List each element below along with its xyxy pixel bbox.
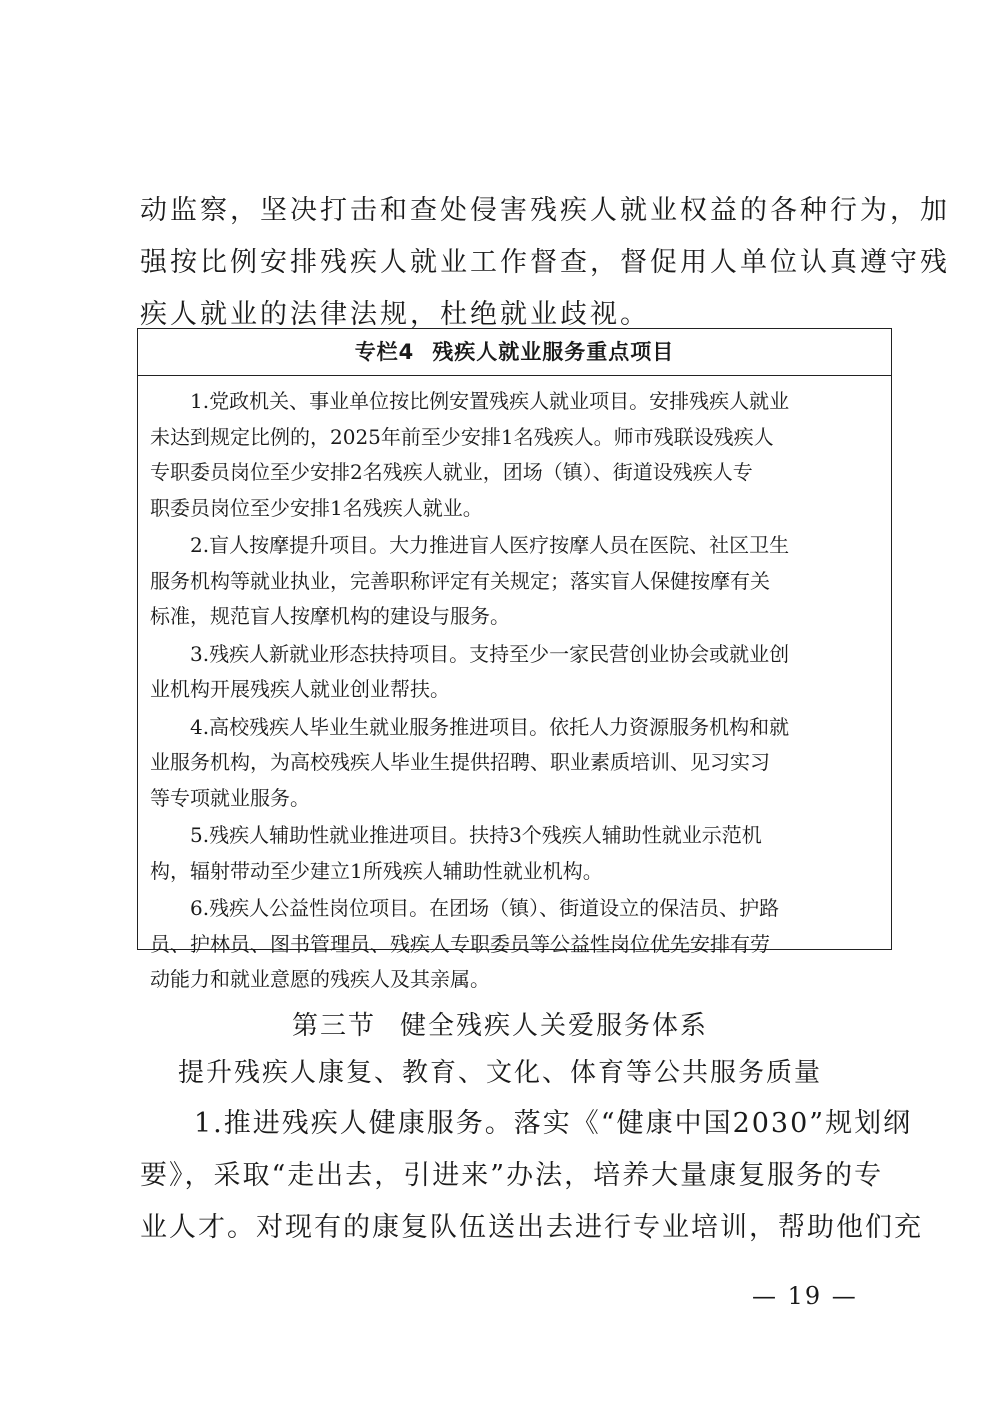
page-number: — 19 — bbox=[752, 1282, 858, 1310]
item-line: 服务机构等就业执业，完善职称评定有关规定；落实盲人保健按摩有关 bbox=[150, 568, 770, 593]
paragraph-line: 1.推进残疾人健康服务。落实《“健康中国2030”规划纲 bbox=[194, 1108, 913, 1139]
paragraph-line: 动监察，坚决打击和查处侵害残疾人就业权益的各种行为，加 bbox=[140, 195, 950, 226]
item-line: 业机构开展残疾人就业创业帮扶。 bbox=[150, 677, 450, 701]
paragraph-line: 要》，采取“走出去，引进来”办法，培养大量康复服务的专 bbox=[140, 1160, 884, 1191]
top-paragraph bbox=[140, 185, 950, 341]
project-item bbox=[150, 384, 879, 526]
paragraph-line: 业人才。对现有的康复队伍送出去进行专业培训，帮助他们充 bbox=[140, 1212, 923, 1243]
section-title: 健全残疾人关爱服务体系 bbox=[400, 1011, 709, 1041]
project-item bbox=[150, 528, 879, 635]
item-line: 业服务机构，为高校残疾人毕业生提供招聘、职业素质培训、见习实习 bbox=[150, 750, 770, 774]
column-number: 专栏4 bbox=[354, 340, 415, 364]
bottom-paragraph bbox=[140, 1098, 923, 1254]
project-item bbox=[150, 710, 879, 817]
item-line: 未达到规定比例的，2025年前至少安排1名残疾人。师市残联设残疾人 bbox=[150, 424, 774, 449]
project-item bbox=[150, 637, 879, 708]
item-line: 职委员岗位至少安排1名残疾人就业。 bbox=[150, 495, 483, 520]
item-line: 动能力和就业意愿的残疾人及其亲属。 bbox=[150, 967, 490, 991]
item-line: 4.高校残疾人毕业生就业服务推进项目。依托人力资源服务机构和就 bbox=[190, 714, 790, 739]
section-heading bbox=[0, 1005, 1000, 1042]
project-item bbox=[150, 818, 879, 889]
paragraph-line: 强按比例安排残疾人就业工作督查，督促用人单位认真遵守残 bbox=[140, 247, 950, 278]
column-box bbox=[137, 328, 892, 991]
column-title-text: 残疾人就业服务重点项目 bbox=[432, 340, 675, 364]
item-line: 2.盲人按摩提升项目。大力推进盲人医疗按摩人员在医院、社区卫生 bbox=[190, 533, 790, 557]
item-line: 专职委员岗位至少安排2名残疾人就业，团场（镇）、街道设残疾人专 bbox=[150, 460, 753, 484]
column-box-body bbox=[138, 376, 891, 998]
item-line: 标准，规范盲人按摩机构的建设与服务。 bbox=[150, 604, 510, 628]
section-subheading: 提升残疾人康复、教育、文化、体育等公共服务质量 bbox=[177, 1058, 822, 1088]
item-line: 员、护林员、图书管理员、残疾人专职委员等公益性岗位优先安排有劳 bbox=[150, 931, 770, 956]
item-line: 1.党政机关、事业单位按比例安置残疾人就业项目。安排残疾人就业 bbox=[190, 389, 790, 413]
item-line: 6.残疾人公益性岗位项目。在团场（镇）、街道设立的保洁员、护路 bbox=[190, 896, 780, 920]
paragraph-line: 疾人就业的法律法规，杜绝就业歧视。 bbox=[140, 299, 650, 330]
item-line: 等专项就业服务。 bbox=[150, 785, 310, 810]
section-number: 第三节 bbox=[291, 1011, 376, 1041]
item-line: 5.残疾人辅助性就业推进项目。扶持3个残疾人辅助性就业示范机 bbox=[190, 823, 762, 847]
item-line: 构，辐射带动至少建立1所残疾人辅助性就业机构。 bbox=[150, 858, 603, 883]
column-box-title bbox=[138, 329, 891, 376]
item-line: 3.残疾人新就业形态扶持项目。支持至少一家民营创业协会或就业创 bbox=[190, 641, 790, 666]
project-item bbox=[150, 891, 879, 998]
